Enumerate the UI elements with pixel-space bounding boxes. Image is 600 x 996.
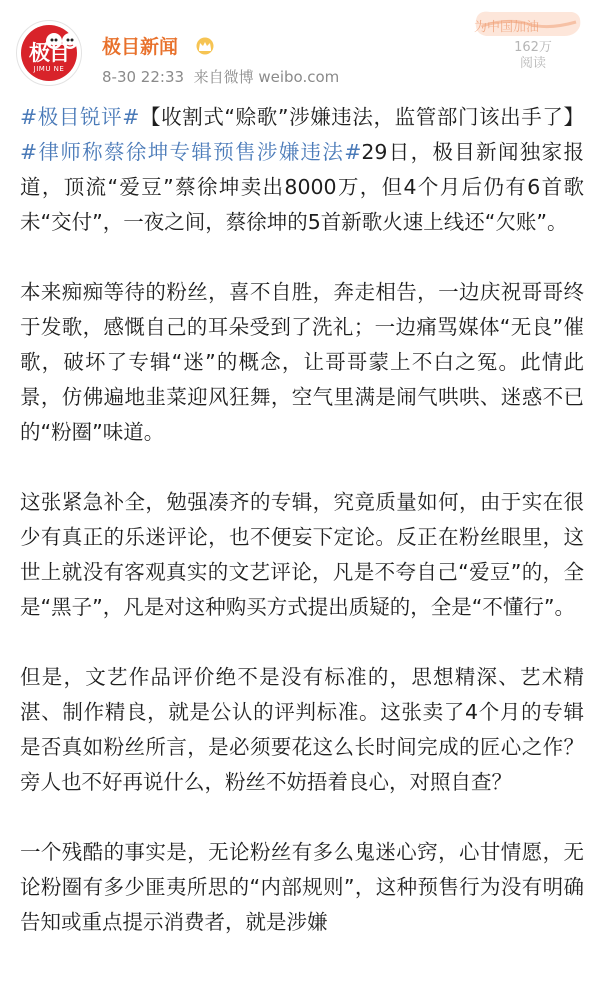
post-timestamp: 8-30 22:33 [102,68,185,86]
avatar-text: 极目 [29,41,69,65]
account-name[interactable]: 极目新闻 [102,36,179,58]
paragraph-3: 这张紧急补全，勉强凑齐的专辑，究竟质量如何，由于实在很少有真正的乐迷评论，也不便妄下定论。反正在粉丝眼里，这世上就没有客观真实的文艺评论，凡是不夸自己“爱豆”的，全是“黑子”，凡是对这种购买方式提出质疑的，全是“不懂行”。 [20,490,584,619]
paragraph-1 [20,100,584,240]
reads-count: 162万 [514,40,552,55]
crown-icon [194,37,216,55]
paragraph-2: 本来痴痴等待的粉丝，喜不自胜，奔走相告，一边庆祝哥哥终于发歌，感慨自己的耳朵受到了洗礼；一边痛骂媒体“无良”催歌，破坏了专辑“迷”的概念，让哥哥蒙上不白之冤。此情此景，仿佛遍地韭菜迎风狂舞，空气里满是闹气哄哄、迷惑不已的“粉圈”味道。 [20,280,584,444]
post-header [0,0,600,96]
post-meta [102,66,339,87]
hashtag-link[interactable]: #极目锐评# [20,105,140,129]
badge-text: 为中国加油 [474,20,540,35]
avatar-subtext: JIMU NE [33,65,65,73]
avatar-logo [21,25,77,81]
post-body [20,100,584,975]
reads-label: 阅读 [519,56,546,71]
post-source: 来自微博 weibo.com [193,68,340,86]
paragraph-text: 29日，极目新闻独家报道，顶流“爱豆”蔡徐坤卖出8000万，但4个月后仍有6首歌未“交付”，一夜之间，蔡徐坤的5首新歌火速上线还“欠账”。 [20,140,584,234]
headline-text: 【收割式“赊歌”涉嫌违法，监管部门该出手了】 [139,105,584,129]
paragraph-4: 但是，文艺作品评价绝不是没有标准的，思想精深、艺术精湛、制作精良，就是公认的评判标准。这张卖了4个月的专辑是否真如粉丝所言，是必须要花这么长时间完成的匠心之作？旁人也不好再说什么，粉丝不妨捂着良心，对照自查？ [20,665,584,794]
avatar[interactable] [16,20,82,86]
hashtag-link[interactable]: #律师称蔡徐坤专辑预售涉嫌违法# [20,140,362,164]
paragraph-5: 一个残酷的事实是，无论粉丝有多么鬼迷心窍，心甘情愿，无论粉圈有多少匪夷所思的“内部规则”，这种预售行为没有明确告知或重点提示消费者，就是涉嫌 [20,840,584,934]
